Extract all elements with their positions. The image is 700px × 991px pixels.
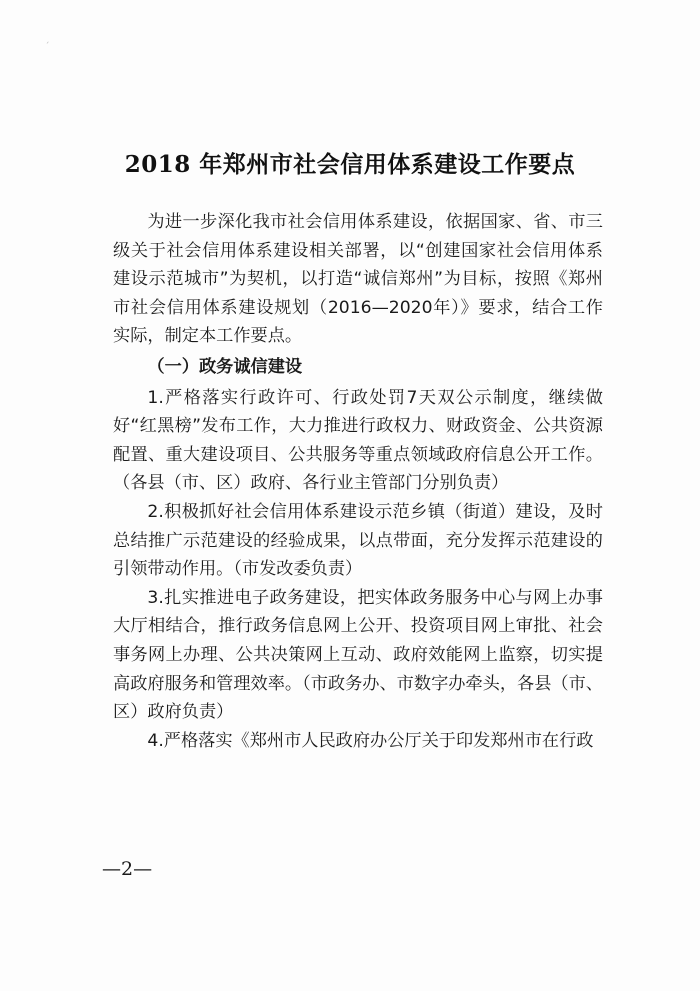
page-number: —2— [102,858,153,880]
document-title: 2018 年郑州市社会信用体系建设工作要点 [124,151,576,178]
document-body [113,208,603,755]
item-paragraph-2: 2.积极抓好社会信用体系建设示范乡镇（街道）建设，及时总结推广示范建设的经验成果，以点带面，充分发挥示范建设的引领带动作用。（市发改委负责） [113,501,603,580]
item-paragraph-1: 1.严格落实行政许可、行政处罚7天双公示制度，继续做好“红黑榜”发布工作，大力推进行政权力、财政资金、公共资源配置、重大建设项目、公共服务等重点领域政府信息公开工作。（各县（市、区）政府、各行业主管部门分别负责） [113,387,603,494]
corner-mark: ˊ [45,42,50,52]
intro-paragraph: 为进一步深化我市社会信用体系建设，依据国家、省、市三级关于社会信用体系建设相关部署，以“创建国家社会信用体系建设示范城市”为契机，以打造“诚信郑州”为目标，按照《郑州市社会信用体系建设规划（2016—2020年）》要求，结合工作实际，制定本工作要点。 [113,212,603,347]
item-paragraph-3: 3.扎实推进电子政务建设，把实体政务服务中心与网上办事大厅相结合，推行政务信息网上公开、投资项目网上审批、社会事务网上办理、公共决策网上互动、政府效能网上监察，切实提高政府服务和管理效率。（市政务办、市数字办牵头，各县（市、区）政府负责） [113,587,603,723]
section-heading: （一）政务诚信建设 [147,356,303,377]
item-paragraph-4: 4.严格落实《郑州市人民政府办公厅关于印发郑州市在行政 [147,730,594,751]
